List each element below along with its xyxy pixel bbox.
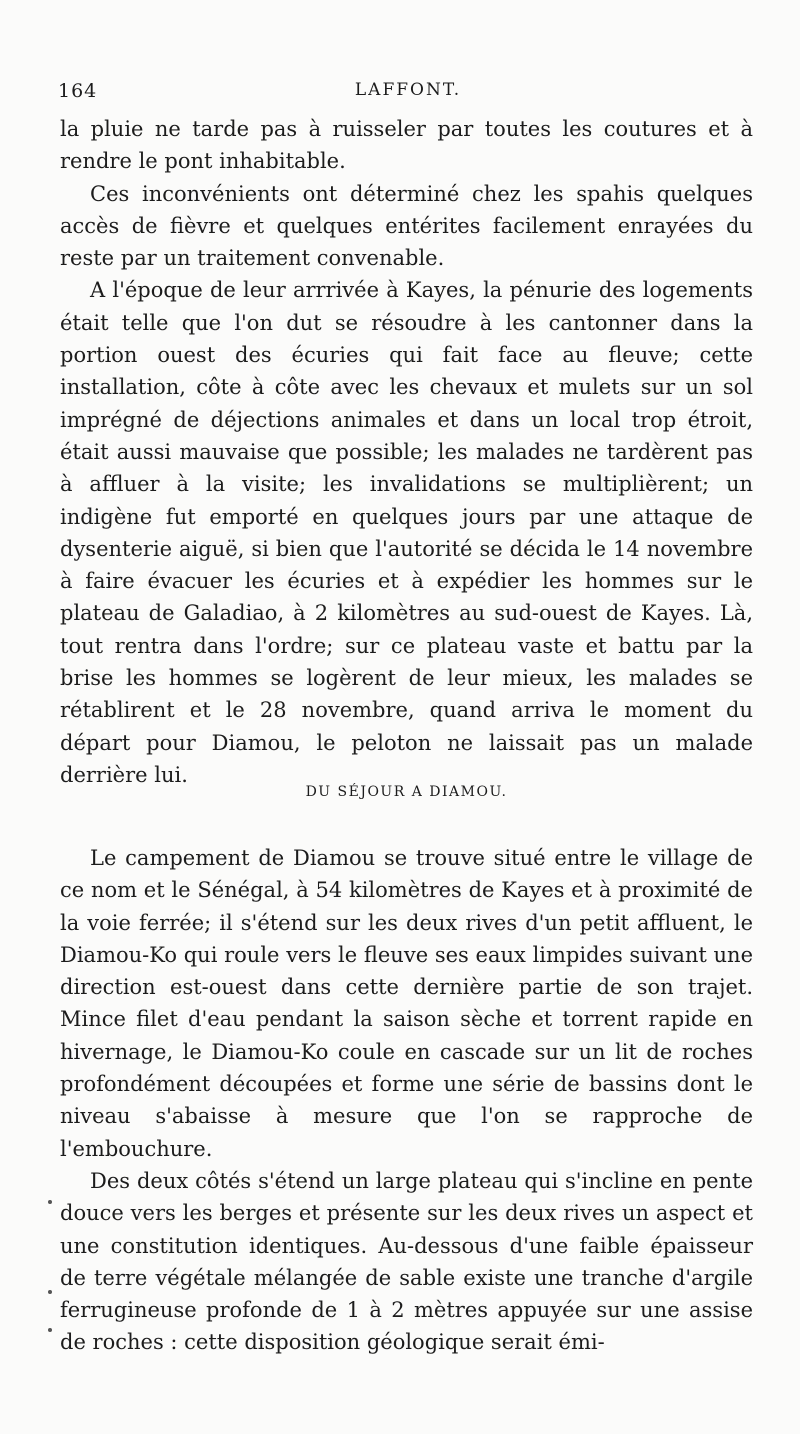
section-title: DU SÉJOUR A DIAMOU. — [305, 784, 508, 800]
margin-speck — [48, 1290, 52, 1294]
margin-speck — [48, 1200, 52, 1204]
running-head: LAFFONT. — [354, 80, 462, 100]
text-block-bottom — [60, 842, 753, 1359]
page-number: 164 — [58, 80, 98, 102]
paragraph: Ces inconvénients ont déterminé chez les spahis quelques accès de fièvre et quelques entérites facilement enrayées du reste par un traitement convenable. — [60, 181, 753, 271]
page-header — [58, 80, 758, 110]
paragraph: la pluie ne tarde pas à ruisseler par toutes les coutures et à rendre le pont inhabitable. — [60, 117, 753, 174]
paragraph: Des deux côtés s'étend un large plateau qui s'incline en pente douce vers les berges et présente sur les deux rives un aspect et une constitution identiques. Au-dessous d'une faible épaisseur de terre végétale mélangée de sable existe une tranche d'argile ferrugineuse profonde de 1 à 2 mètres appuyée sur une assise de roches : cette disposition géologique serait émi- — [60, 1168, 753, 1355]
paragraph: Le campement de Diamou se trouve situé entre le village de ce nom et le Sénégal, à 54 kilomètres de Kayes et à proximité de la voie ferrée; il s'étend sur les deux rives d'un petit affluent, le Diamou-Ko qui roule vers le fleuve ses eaux limpides suivant une direction est-ouest dans cette dernière partie de son trajet. Mince filet d'eau pendant la saison sèche et torrent rapide en hivernage, le Diamou-Ko coule en cascade sur un lit de roches profondément découpées et forme une série de bassins dont le niveau s'abaisse à mesure que l'on se rapproche de l'embouchure. — [60, 846, 753, 1161]
text-block-top — [60, 113, 753, 791]
margin-speck — [48, 1328, 52, 1332]
paragraph: A l'époque de leur arrrivée à Kayes, la pénurie des logements était telle que l'on dut se résoudre à les cantonner dans la portion ouest des écuries qui fait face au fleuve; cette installation, côte à côte avec les chevaux et mulets sur un sol imprégné de déjections animales et dans un local trop étroit, était aussi mauvaise que possible; les malades ne tardèrent pas à affluer à la visite; les invalidations se multiplièrent; un indigène fut emporté en quelques jours par une attaque de dysenterie aiguë, si bien que l'autorité se décida le 14 novembre à faire évacuer les écuries et à expédier les hommes sur le plateau de Galadiao, à 2 kilomètres au sud-ouest de Kayes. Là, tout rentra dans l'ordre; sur ce plateau vaste et battu par la brise les hommes se logèrent de leur mieux, les malades se rétablirent et le 28 novembre, quand arriva le moment du départ pour Diamou, le peloton ne laissait pas un malade derrière lui. — [60, 278, 753, 787]
